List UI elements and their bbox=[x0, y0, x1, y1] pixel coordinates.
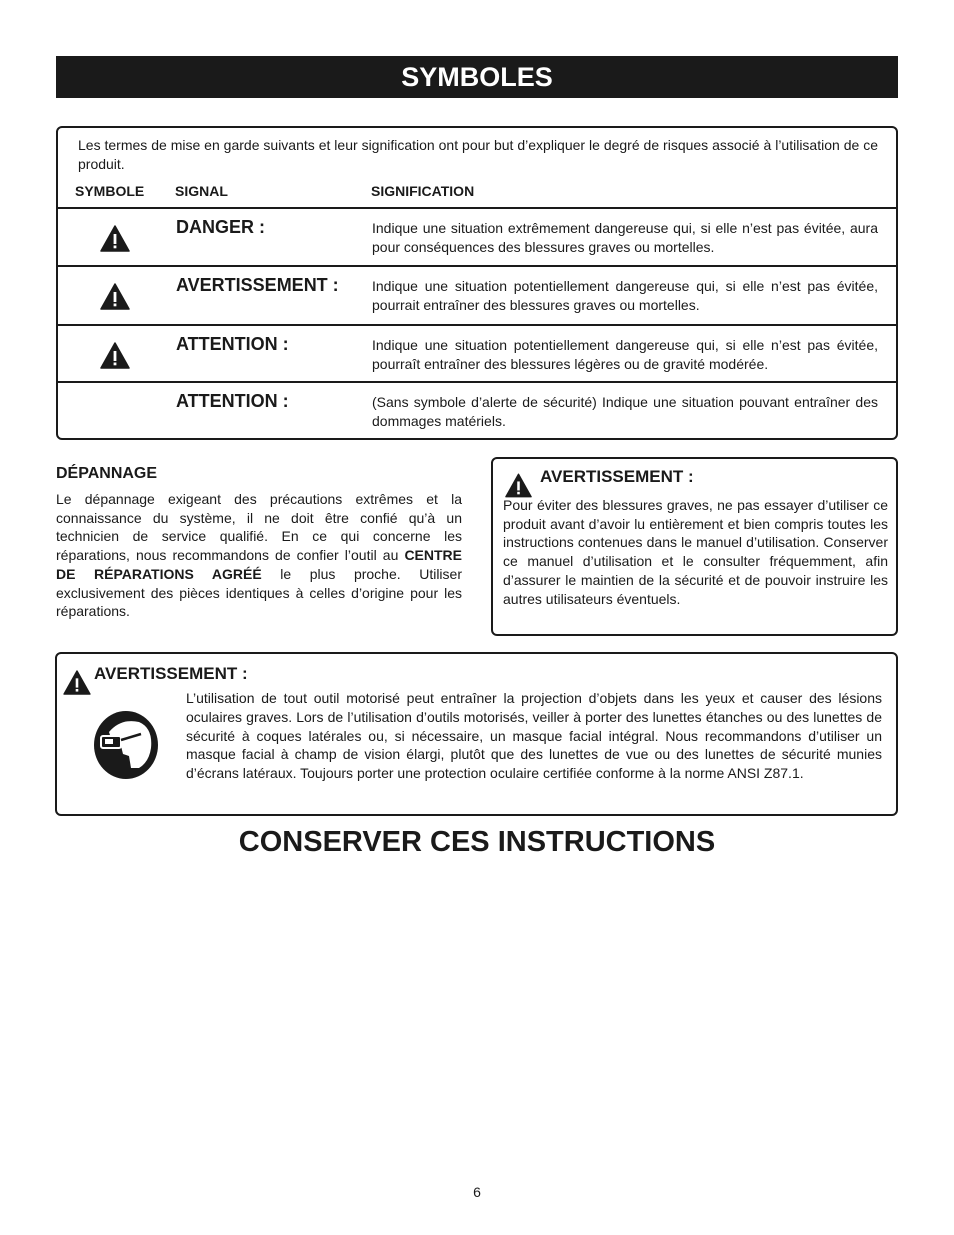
authorized-service-center: CENTRE DE RÉPARATIONS AGRÉÉ bbox=[56, 547, 462, 582]
warning-triangle-icon bbox=[505, 473, 532, 498]
warning-box-manual bbox=[491, 457, 898, 636]
keep-instructions-heading: CONSERVER CES INSTRUCTIONS bbox=[238, 826, 716, 858]
table-row-attention-no-symbol bbox=[58, 381, 896, 440]
eye-protection-icon bbox=[93, 710, 159, 780]
warning-heading: AVERTISSEMENT : bbox=[540, 467, 694, 486]
warning-box-eye-protection bbox=[55, 652, 898, 816]
column-header-meaning: SIGNIFICATION bbox=[371, 183, 475, 199]
depannage-heading: DÉPANNAGE bbox=[56, 465, 158, 482]
column-header-signal: SIGNAL bbox=[175, 183, 228, 199]
page-number: 6 bbox=[473, 1184, 481, 1200]
signal-meaning: (Sans symbole d’alerte de sécurité) Indique une situation pouvant entraîner des dommages matériels. bbox=[372, 394, 878, 429]
intro-text: Les termes de mise en garde suivants et leur signification ont pour but d’expliquer le degré de risques associé à l’utilisation de ce produit. bbox=[78, 137, 878, 172]
page-title: SYMBOLES bbox=[56, 56, 898, 98]
signal-label: ATTENTION : bbox=[176, 391, 289, 411]
warning-triangle-icon bbox=[100, 342, 130, 369]
warning-triangle-icon bbox=[63, 670, 91, 695]
signal-meaning: Indique une situation extrêmement dangereuse qui, si elle n’est pas évitée, aura pour conséquences des blessures graves ou mortelles. bbox=[372, 220, 878, 255]
depannage-text-end: le plus proche. Utiliser exclusivement des pièces identiques à celles d’origine pour les réparations. bbox=[56, 565, 462, 620]
table-row-attention bbox=[58, 324, 896, 381]
symbols-table bbox=[56, 126, 898, 440]
warning-triangle-icon bbox=[100, 225, 130, 252]
column-header-symbol: SYMBOLE bbox=[75, 183, 145, 199]
warning-text: L’utilisation de tout outil motorisé peut entraîner la projection d’objets dans les yeux et causer des lésions oculaires graves. Lors de l’utilisation d’outils motorisés, veiller à porter des lunettes étanches ou des lunettes de sécurité à coques latérales ou, si nécessaire, un masque facial intégral. Nous recommandons d’utiliser un masque facial à champ de vision élargi, plutôt que des lunettes de vue ou des lunettes de sécurité munies d’écrans latéraux. Toujours porter une protection oculaire certifiée conforme à la norme ANSI Z87.1. bbox=[186, 690, 882, 782]
depannage-text bbox=[56, 490, 462, 621]
table-row-danger bbox=[58, 207, 896, 265]
signal-label: ATTENTION : bbox=[176, 334, 289, 354]
signal-meaning: Indique une situation potentiellement dangereuse qui, si elle n’est pas évitée, pourrait entraîner des blessures graves ou mortelles. bbox=[372, 278, 878, 313]
signal-label: DANGER : bbox=[176, 217, 265, 237]
warning-heading: AVERTISSEMENT : bbox=[94, 664, 248, 683]
warning-text: Pour éviter des blessures graves, ne pas essayer d’utiliser ce produit avant d’avoir lu entièrement et bien compris toutes les instructions contenues dans le manuel d’utilisation. Conserver ce manuel d’utilisation et le consulter fréquemment, afin d’assurer le maintien de la sécurité et de pouvoir instruire les autres utilisateurs éventuels. bbox=[503, 497, 888, 607]
signal-label: AVERTISSEMENT : bbox=[176, 275, 339, 295]
depannage-text-start: Le dépannage exigeant des précautions extrêmes et la connaissance du système, il ne doit être confié qu’à un technicien de service qualifié. En ce qui concerne les réparations, nous recommandons de confier l’outil au bbox=[56, 491, 462, 564]
warning-triangle-icon bbox=[100, 283, 130, 310]
table-row-avertissement bbox=[58, 265, 896, 324]
signal-meaning: Indique une situation potentiellement dangereuse qui, si elle n’est pas évitée, pourraît entraîner des blessures légères ou de gravité modérée. bbox=[372, 337, 878, 372]
